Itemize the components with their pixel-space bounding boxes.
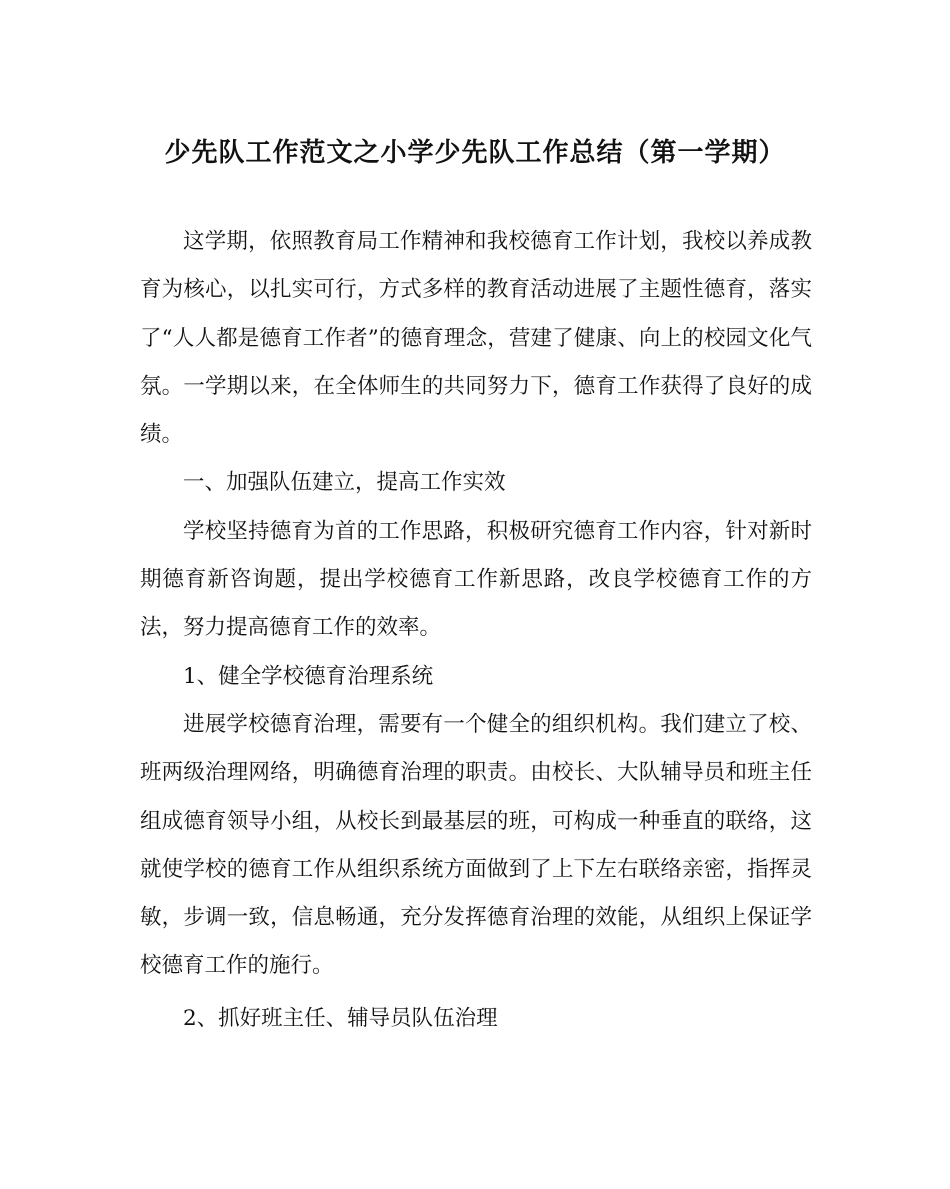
section-1-heading: 一、加强队伍建立，提高工作实效 bbox=[183, 470, 506, 496]
section-1-paragraph: 学校坚持德育为首的工作思路，积极研究德育工作内容，针对新时期德育新咨询题，提出学校德育工作新思路，改良学校德育工作的方法，努力提高德育工作的效率。 bbox=[140, 518, 812, 641]
document-title: 少先队工作范文之小学少先队工作总结（第一学期） bbox=[164, 138, 786, 168]
subsection-1-heading: 1、健全学校德育治理系统 bbox=[183, 663, 434, 689]
intro-paragraph: 这学期，依照教育局工作精神和我校德育工作计划，我校以养成教育为核心，以扎实可行，方式多样的教育活动进展了主题性德育，落实了“人人都是德育工作者”的德育理念，营建了健康、向上的校园文化气氛。一学期以来，在全体师生的共同努力下，德育工作获得了良好的成绩。 bbox=[140, 229, 812, 448]
subsection-1-paragraph: 进展学校德育治理，需要有一个健全的组织机构。我们建立了校、班两级治理网络，明确德育治理的职责。由校长、大队辅导员和班主任组成德育领导小组，从校长到最基层的班，可构成一种垂直的联络，这就使学校的德育工作从组织系统方面做到了上下左右联络亲密，指挥灵敏，步调一致，信息畅通，充分发挥德育治理的效能，从组织上保证学校德育工作的施行。 bbox=[140, 711, 812, 979]
document-body bbox=[140, 218, 812, 1043]
subsection-2-heading: 2、抓好班主任、辅导员队伍治理 bbox=[183, 1005, 498, 1031]
